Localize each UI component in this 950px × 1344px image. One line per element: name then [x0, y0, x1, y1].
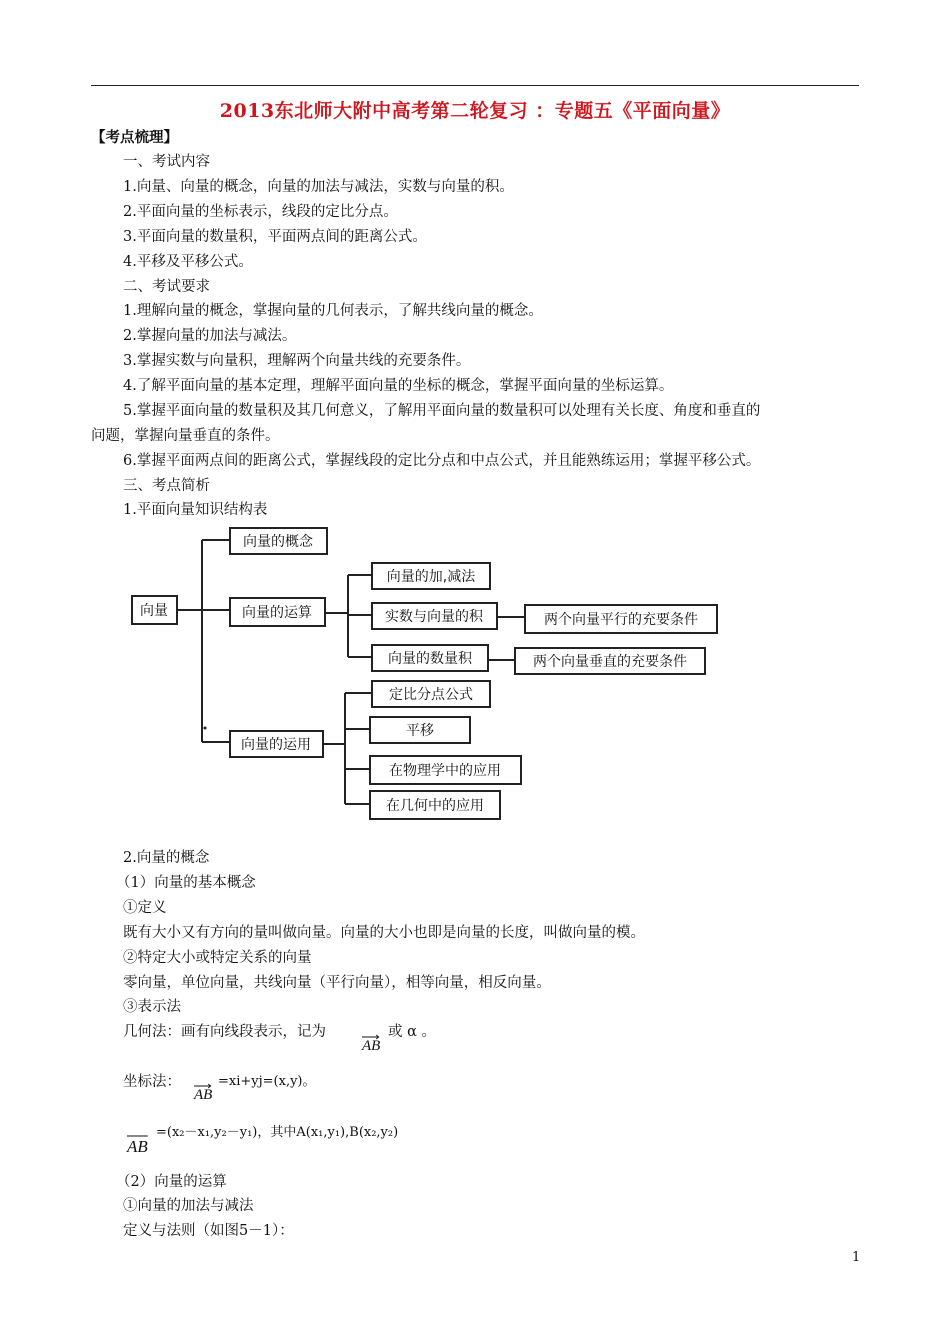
text-line: 一、考试内容 — [123, 154, 210, 170]
section-header: 【考点梳理】 — [91, 129, 178, 146]
text-line: ①定义 — [123, 900, 167, 916]
page-title: 2013东北师大附中高考第二轮复习 ：专题五《平面向量》 — [219, 100, 731, 122]
text-line: （2）向量的运算 — [116, 1174, 227, 1190]
text-line: ①向量的加法与减法 — [123, 1198, 254, 1214]
text-line: 三、考点简析 — [123, 478, 210, 494]
text-line: 1.向量、向量的概念，向量的加法与减法，实数与向量的积。 — [123, 179, 514, 195]
coord-method-prefix: 坐标法： — [123, 1074, 181, 1090]
node-perp-cond: 两个向量垂直的充要条件 — [533, 654, 687, 670]
node-add-sub: 向量的加,减法 — [386, 569, 476, 585]
dot-mark — [204, 727, 207, 730]
text-line: 4.平移及平移公式。 — [123, 254, 253, 270]
text-line: 4.了解平面向量的基本定理，理解平面向量的坐标的概念，掌握平面向量的坐标运算。 — [123, 378, 674, 394]
vector-arrow-icon — [362, 1034, 380, 1040]
vector-ab: AB — [127, 1137, 148, 1157]
node-section-formula: 定比分点公式 — [389, 687, 473, 703]
node-scalar-mult: 实数与向量的积 — [385, 609, 483, 625]
text-line: 6.掌握平面两点间的距离公式，掌握线段的定比分点和中点公式，并且能熟练运用；掌握平移公式。 — [123, 453, 761, 469]
node-dot-product: 向量的数量积 — [388, 651, 472, 667]
text-line: ②特定大小或特定关系的向量 — [123, 950, 312, 966]
text-line: 3.平面向量的数量积，平面两点间的距离公式。 — [123, 229, 427, 245]
coord-method-suffix: =xi+yj=(x,y)。 — [218, 1074, 316, 1089]
text-line: 定义与法则（如图5－1）： — [123, 1223, 294, 1239]
text-line: 零向量，单位向量，共线向量（平行向量），相等向量，相反向量。 — [123, 975, 551, 991]
vector-ab: AB — [194, 1087, 212, 1104]
text-line: 2.向量的概念 — [123, 850, 210, 866]
coord-formula-suffix: =(x₂－x₁,y₂－y₁)，其中A(x₁,y₁),B(x₂,y₂) — [156, 1125, 399, 1140]
vector-ab: AB — [362, 1038, 380, 1055]
node-root: 向量 — [140, 603, 168, 619]
vector-arrow-icon — [127, 1133, 148, 1139]
node-operation: 向量的运算 — [242, 605, 312, 621]
text-line: 2.掌握向量的加法与减法。 — [123, 328, 297, 344]
text-line: 问题，掌握向量垂直的条件。 — [91, 428, 280, 444]
vector-arrow-icon — [194, 1083, 212, 1089]
page-number: 1 — [852, 1250, 861, 1265]
node-translation: 平移 — [406, 723, 434, 739]
text-line: 1.理解向量的概念，掌握向量的几何表示，了解共线向量的概念。 — [123, 303, 543, 319]
geo-method-suffix: 或 α 。 — [388, 1024, 437, 1040]
text-line: 既有大小又有方向的量叫做向量。向量的大小也即是向量的长度，叫做向量的模。 — [123, 925, 645, 941]
text-line: （1）向量的基本概念 — [116, 875, 256, 891]
text-line: 5.掌握平面向量的数量积及其几何意义，了解用平面向量的数量积可以处理有关长度、角度和垂直的 — [123, 403, 761, 419]
node-physics: 在物理学中的应用 — [389, 763, 501, 779]
text-line: 3.掌握实数与向量积，理解两个向量共线的充要条件。 — [123, 353, 471, 369]
text-line: 二、考试要求 — [123, 279, 210, 295]
node-concept: 向量的概念 — [243, 534, 313, 550]
geo-method-prefix: 几何法：画有向线段表示，记为 — [123, 1024, 326, 1040]
node-geometry: 在几何中的应用 — [386, 798, 484, 814]
node-application: 向量的运用 — [241, 737, 311, 753]
text-line: ③表示法 — [123, 999, 181, 1015]
text-line: 1.平面向量知识结构表 — [123, 502, 268, 518]
text-line: 2.平面向量的坐标表示，线段的定比分点。 — [123, 204, 398, 220]
node-parallel-cond: 两个向量平行的充要条件 — [544, 612, 698, 628]
